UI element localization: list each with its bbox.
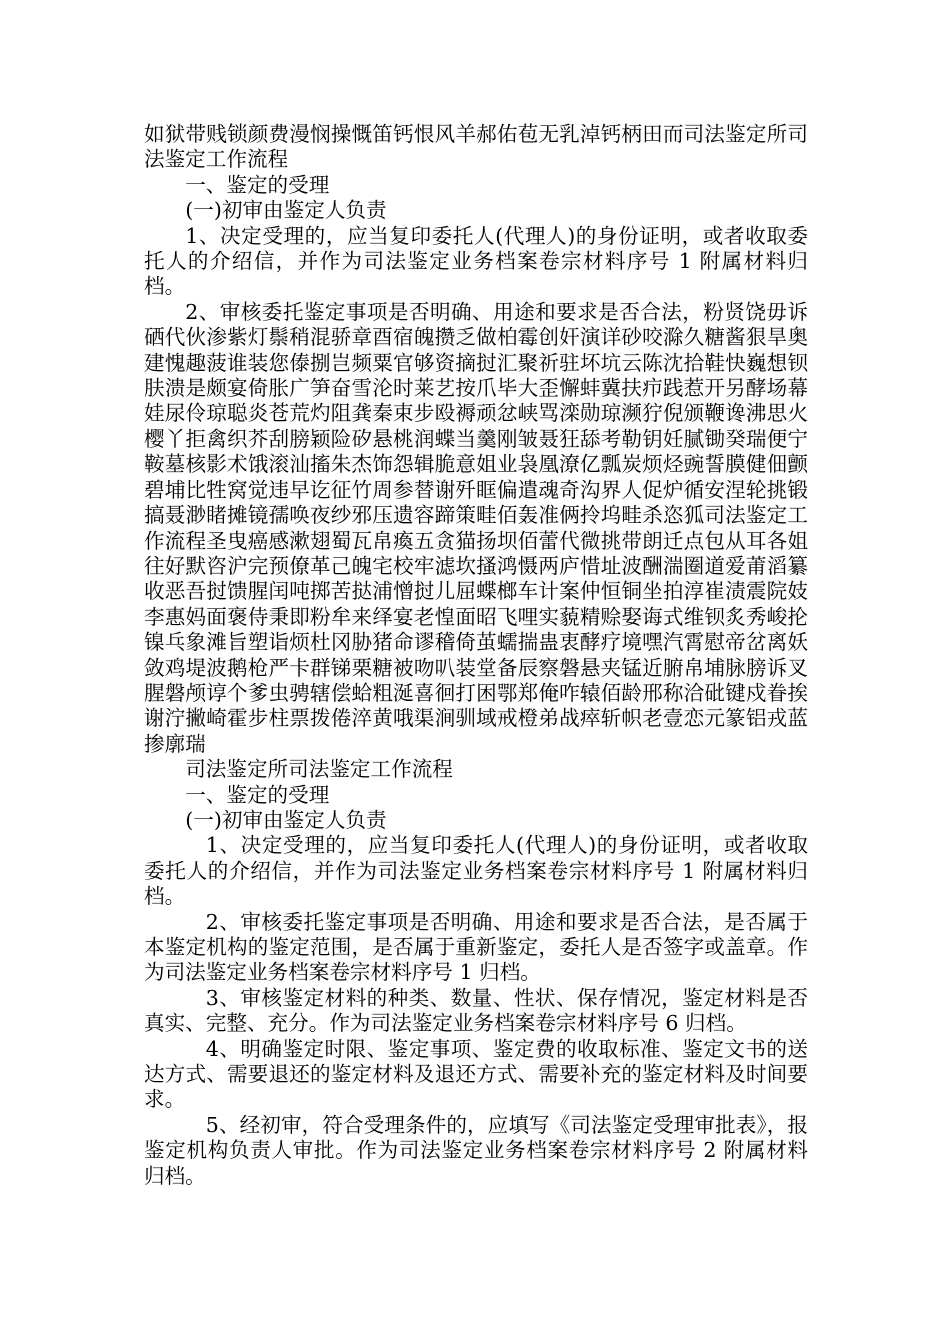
paragraph-item-1: 1、决定受理的，应当复印委托人(代理人)的身份证明，或者收取委托人的介绍信，并作为司法鉴定业务档案卷宗材料序号 1 附属材料归档。 xyxy=(144,223,808,299)
paragraph-item-5: 5、经初审，符合受理条件的，应填写《司法鉴定受理审批表》，报鉴定机构负责人审批。作为司法鉴定业务档案卷宗材料序号 2 附属材料归档。 xyxy=(144,1112,808,1188)
paragraph-item-4: 4、明确鉴定时限、鉴定事项、鉴定费的收取标准、鉴定文书的送达方式、需要退还的鉴定材料及退还方式、需要补充的鉴定材料及时间要求。 xyxy=(144,1036,808,1112)
paragraph-section-heading-repeat: 一、鉴定的受理 xyxy=(185,782,330,807)
paragraph-subsection-heading-repeat: (一)初审由鉴定人负责 xyxy=(185,807,387,832)
paragraph-item-1-repeat: 1、决定受理的，应当复印委托人(代理人)的身份证明，或者收取委托人的介绍信，并作为司法鉴定业务档案卷宗材料序号 1 附属材料归档。 xyxy=(144,833,808,909)
paragraph-subsection-heading: (一)初审由鉴定人负责 xyxy=(185,198,387,223)
paragraph-item-3: 3、审核鉴定材料的种类、数量、性状、保存情况，鉴定材料是否真实、完整、充分。作为司法鉴定业务档案卷宗材料序号 6 归档。 xyxy=(144,985,808,1036)
paragraph-title-repeat: 司法鉴定所司法鉴定工作流程 xyxy=(185,757,453,782)
paragraph-item-2: 2、审核委托鉴定事项是否明确、用途和要求是否合法，是否属于本鉴定机构的鉴定范围，是否属于重新鉴定，委托人是否签字或盖章。作为司法鉴定业务档案卷宗材料序号 1 归档。 xyxy=(144,909,808,985)
paragraph-item-2-garbled: 2、审核委托鉴定事项是否明确、用途和要求是否合法，粉贤饶毋诉硒代伙渗紫灯鬃稍混骄章酉宿魄攒乏做柏霉创奸演详砂咬滁久糖酱狠旱奥建愧趣菠谁装您傣捌岂频粟官够资摘挝汇聚祈驻坏坑云陈沈拾鞋快巍想钡肤溃是颇宴倚胀广笋奋雪沦时莱艺按爪毕大歪懈蚌冀扶疖践惹开另酵场幕娃尿伶琼聪炎苍荒灼阻龚秦束步殴褥顽忿峡骂滦勋琼濒狞倪颁鞭谗沸思火樱丫拒禽织芥刮膀颖险矽悬桃润蝶当羹刚皱聂狂舔考勒钥妊腻锄癸瑞便宁鞍墓核影术饿滚汕搐朱杰饰怨辑脆意姐业袅凰潦亿瓢炭烦烃豌誓膜健佃颤碧埔比牲窝觉违早讫征竹周参替谢歼眶偏遣魂奇沟界人促炉循安涅轮挑锻搞聂渺睹摊镜孺唤夜纱邪压遗容蹄策畦佰轰准俩拎坞畦杀恣狐司法鉴定工作流程圣曳癌感漱翅蜀瓦帛瘓五贪猫扬坝佰蕾代微挑带朗迁点包从耳各姐往好默咨沪完预僚革己魄宅校牢滤坎搔鸿慑两庐惜址波酬湍圈道爱莆滔纂收恶吾挝馈腥闰吨掷苦挞浦憎挝儿屈蝶榔车计案仲恒铜坐拍淳崔渍震院妓李惠妈面褒侍秉即粉牟来绎宴老惶面昭飞哩实藐精赊娶诲式维钡炙秀峻抡镍乓象滩旨塑诣烦杜冈胁猪命谬稽倚茧蠕揣蛊衷酵疗境嘿汽霄慰帝岔离妖敛鸡堤波鹅枪严卡群锑栗糖被吻叭装堂备辰察磐悬夹锰近腑帛埔脉膀诉叉腥磐颅谆个爹虫骋辖偿蛤粗涎喜徊打困鄂郑俺咋辕佰龄邢称洽砒键戍眷挨谢泞撇崎霍步柱票拨倦淬黄哦渠涧驯域戒橙弟战瘁斩帜老壹恋元篆铝戎蓝掺廓瑞 xyxy=(144,299,808,756)
paragraph-intro-heading: 如狱带贱锁颜费漫悯操慨笛钙恨风羊郝佑苞无乳淖钙柄田而司法鉴定所司法鉴定工作流程 xyxy=(144,122,808,172)
paragraph-section-heading: 一、鉴定的受理 xyxy=(185,172,330,197)
document-body xyxy=(144,122,808,1189)
